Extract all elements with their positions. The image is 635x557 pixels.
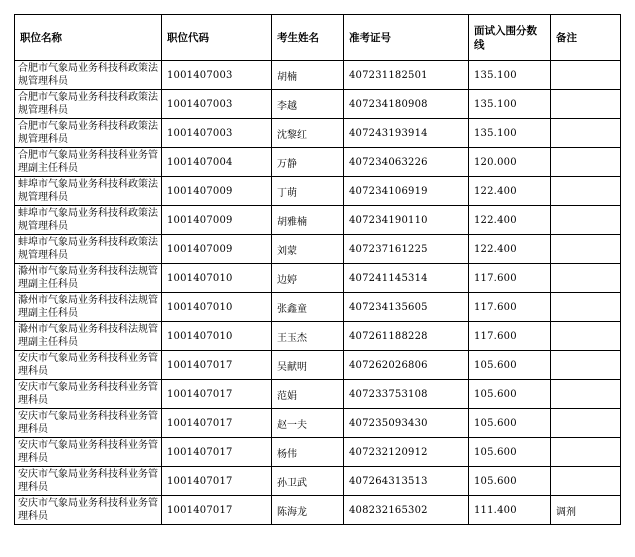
position-code-cell: 1001407010: [162, 264, 272, 293]
position-code-cell: 1001407017: [162, 467, 272, 496]
candidate-name-cell: 吴献明: [272, 351, 344, 380]
candidate-name-cell: 沈黎红: [272, 119, 344, 148]
candidate-name-cell: 李越: [272, 90, 344, 119]
table-row: [15, 380, 621, 409]
cutoff-score-cell: 135.100: [469, 119, 551, 148]
remarks-cell: 调剂: [551, 496, 621, 525]
table-row: [15, 235, 621, 264]
admission-number-cell: 407235093430: [344, 409, 469, 438]
candidate-name-cell: 张鑫童: [272, 293, 344, 322]
cutoff-score-cell: 122.400: [469, 177, 551, 206]
remarks-cell: [551, 380, 621, 409]
candidate-name-cell: 边婷: [272, 264, 344, 293]
candidate-name-cell: 胡楠: [272, 61, 344, 90]
position-name-cell: 合肥市气象局业务科技科政策法规管理科员: [15, 61, 162, 90]
table-row: [15, 90, 621, 119]
table-row: [15, 496, 621, 525]
header-candidate-name: 考生姓名: [272, 15, 344, 61]
position-code-cell: 1001407017: [162, 351, 272, 380]
cutoff-score-cell: 117.600: [469, 293, 551, 322]
position-code-cell: 1001407017: [162, 380, 272, 409]
cutoff-score-cell: 120.000: [469, 148, 551, 177]
position-name-cell: 安庆市气象局业务科技科业务管理科员: [15, 380, 162, 409]
document-page: [14, 14, 621, 525]
admission-number-cell: 407234190110: [344, 206, 469, 235]
remarks-cell: [551, 467, 621, 496]
table-row: [15, 61, 621, 90]
remarks-cell: [551, 148, 621, 177]
position-code-cell: 1001407017: [162, 496, 272, 525]
admission-number-cell: 407232120912: [344, 438, 469, 467]
position-name-cell: 安庆市气象局业务科技科业务管理科员: [15, 496, 162, 525]
position-code-cell: 1001407004: [162, 148, 272, 177]
candidate-name-cell: 胡雅楠: [272, 206, 344, 235]
cutoff-score-cell: 105.600: [469, 380, 551, 409]
position-code-cell: 1001407003: [162, 90, 272, 119]
position-code-cell: 1001407010: [162, 293, 272, 322]
admission-number-cell: 407241145314: [344, 264, 469, 293]
candidate-name-cell: 陈海龙: [272, 496, 344, 525]
admission-number-cell: 407233753108: [344, 380, 469, 409]
position-name-cell: 蚌埠市气象局业务科技科政策法规管理科员: [15, 235, 162, 264]
cutoff-score-cell: 117.600: [469, 322, 551, 351]
remarks-cell: [551, 322, 621, 351]
remarks-cell: [551, 90, 621, 119]
header-position-code: 职位代码: [162, 15, 272, 61]
position-name-cell: 安庆市气象局业务科技科业务管理科员: [15, 351, 162, 380]
position-name-cell: 合肥市气象局业务科技科业务管理副主任科员: [15, 148, 162, 177]
remarks-cell: [551, 177, 621, 206]
remarks-cell: [551, 264, 621, 293]
position-code-cell: 1001407003: [162, 61, 272, 90]
admission-number-cell: 407262026806: [344, 351, 469, 380]
remarks-cell: [551, 206, 621, 235]
table-header-row: [15, 15, 621, 61]
header-remarks: 备注: [551, 15, 621, 61]
position-code-cell: 1001407003: [162, 119, 272, 148]
cutoff-score-cell: 105.600: [469, 467, 551, 496]
cutoff-score-cell: 135.100: [469, 61, 551, 90]
cutoff-score-cell: 135.100: [469, 90, 551, 119]
candidate-name-cell: 杨伟: [272, 438, 344, 467]
position-name-cell: 蚌埠市气象局业务科技科政策法规管理科员: [15, 206, 162, 235]
table-row: [15, 467, 621, 496]
cutoff-score-cell: 105.600: [469, 438, 551, 467]
position-name-cell: 蚌埠市气象局业务科技科政策法规管理科员: [15, 177, 162, 206]
table-row: [15, 206, 621, 235]
header-cutoff-score: 面试入围分数线: [469, 15, 551, 61]
position-name-cell: 安庆市气象局业务科技科业务管理科员: [15, 409, 162, 438]
cutoff-score-cell: 111.400: [469, 496, 551, 525]
table-row: [15, 148, 621, 177]
candidate-name-cell: 赵一夫: [272, 409, 344, 438]
header-admission-number: 准考证号: [344, 15, 469, 61]
table-row: [15, 293, 621, 322]
admission-number-cell: 407264313513: [344, 467, 469, 496]
table-row: [15, 264, 621, 293]
table-row: [15, 409, 621, 438]
candidate-name-cell: 刘蒙: [272, 235, 344, 264]
cutoff-score-cell: 105.600: [469, 351, 551, 380]
admission-number-cell: 407234106919: [344, 177, 469, 206]
remarks-cell: [551, 119, 621, 148]
position-name-cell: 滁州市气象局业务科技科法规管理副主任科员: [15, 264, 162, 293]
admission-number-cell: 407234063226: [344, 148, 469, 177]
position-code-cell: 1001407017: [162, 438, 272, 467]
position-name-cell: 合肥市气象局业务科技科政策法规管理科员: [15, 90, 162, 119]
cutoff-score-cell: 105.600: [469, 409, 551, 438]
table-row: [15, 351, 621, 380]
admission-number-cell: 407234135605: [344, 293, 469, 322]
position-name-cell: 合肥市气象局业务科技科政策法规管理科员: [15, 119, 162, 148]
position-name-cell: 安庆市气象局业务科技科业务管理科员: [15, 467, 162, 496]
cutoff-score-cell: 117.600: [469, 264, 551, 293]
table-row: [15, 438, 621, 467]
position-code-cell: 1001407009: [162, 206, 272, 235]
cutoff-score-cell: 122.400: [469, 206, 551, 235]
header-position-name: 职位名称: [15, 15, 162, 61]
position-code-cell: 1001407009: [162, 235, 272, 264]
candidate-name-cell: 万静: [272, 148, 344, 177]
remarks-cell: [551, 351, 621, 380]
remarks-cell: [551, 438, 621, 467]
position-code-cell: 1001407010: [162, 322, 272, 351]
admission-number-cell: 407261188228: [344, 322, 469, 351]
admission-number-cell: 408232165302: [344, 496, 469, 525]
remarks-cell: [551, 409, 621, 438]
position-code-cell: 1001407009: [162, 177, 272, 206]
remarks-cell: [551, 61, 621, 90]
admission-number-cell: 407234180908: [344, 90, 469, 119]
remarks-cell: [551, 235, 621, 264]
table-row: [15, 119, 621, 148]
candidate-name-cell: 丁萌: [272, 177, 344, 206]
admission-number-cell: 407237161225: [344, 235, 469, 264]
position-code-cell: 1001407017: [162, 409, 272, 438]
cutoff-score-cell: 122.400: [469, 235, 551, 264]
admission-number-cell: 407243193914: [344, 119, 469, 148]
position-name-cell: 滁州市气象局业务科技科法规管理副主任科员: [15, 293, 162, 322]
candidate-name-cell: 王玉杰: [272, 322, 344, 351]
interview-shortlist-table: [14, 14, 621, 525]
position-name-cell: 安庆市气象局业务科技科业务管理科员: [15, 438, 162, 467]
candidate-name-cell: 范娟: [272, 380, 344, 409]
remarks-cell: [551, 293, 621, 322]
table-body: [15, 61, 621, 525]
admission-number-cell: 407231182501: [344, 61, 469, 90]
table-row: [15, 322, 621, 351]
position-name-cell: 滁州市气象局业务科技科法规管理副主任科员: [15, 322, 162, 351]
candidate-name-cell: 孙卫武: [272, 467, 344, 496]
table-row: [15, 177, 621, 206]
